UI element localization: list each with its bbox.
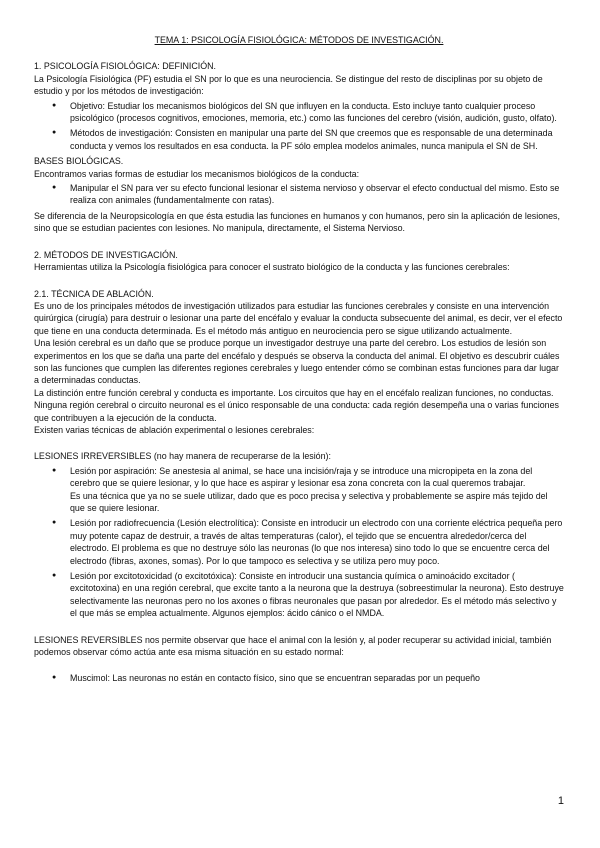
- irreversible-list: [34, 465, 564, 620]
- list-item: ● Manipular el SN para ver su efecto funcional lesionar el sistema nervioso y observar el efecto conductual del mismo. Esto se realiza con animales (fundamentalmente con ratas).: [34, 182, 564, 207]
- list-item: ● Muscimol: Las neuronas no están en contacto físico, sino que se encuentran separadas por un pequeño: [34, 672, 564, 684]
- list-item-extra: Es una técnica que ya no se suele utilizar, dado que es poco precisa y selectiva y probablemente se aspire más tejido del que se quiere lesionar.: [70, 490, 548, 513]
- bases-outro: Se diferencia de la Neuropsicología en que ésta estudia las funciones en humanos y con humanos, pero sin la aplicación de lesiones, sino que se estudian pacientes con lesiones. No manipula, directamente, el Sistema Nervioso.: [34, 210, 560, 234]
- paragraph: Una lesión cerebral es un daño que se produce porque un investigador destruye una parte del cerebro. Los estudios de lesión son experimentos en los que se daña una parte del encéfalo y después se observa la conducta del animal. El objetivo es descubrir cuáles son las funciones que cumplen las diferentes regiones cerebrales y luego entender cómo se combinan estas funciones para dar lugar a determinadas conductas.: [34, 338, 560, 386]
- list-item-text: Lesión por aspiración: Se anestesia al animal, se hace una incisión/raja y se introduce una micropipeta en la zona del cerebro que se quiere lesionar, y lo que hace es aspirar y lesionar esa zona concreta con la cual queremos trabajar.: [70, 465, 533, 489]
- section-1-heading: 1. PSICOLOGÍA FISIOLÓGICA: DEFINICIÓN.: [34, 61, 216, 72]
- reversible-heading: LESIONES REVERSIBLES nos permite observar que hace el animal con la lesión y, al poder recuperar su actividad inicial, también podemos observar cómo actúa ante esa misma situación en su estado normal:: [34, 634, 552, 658]
- section-2-1-heading: 2.1. TÉCNICA DE ABLACIÓN.: [34, 288, 154, 299]
- section-1-list: [34, 100, 564, 153]
- reversible-list: [34, 672, 564, 684]
- bases-heading: BASES BIOLÓGICAS.: [34, 156, 124, 167]
- list-item: ● Métodos de investigación: Consisten en manipular una parte del SN que creemos que es responsable de una determinada conducta y vemos los resultados en esa conducta. la PF sólo emplea modelos animales, nunca manipula el SN de SH.: [34, 127, 564, 152]
- section-2-intro: Herramientas utiliza la Psicología fisiológica para conocer el sustrato biológico de la conducta y las funciones cerebrales:: [34, 262, 510, 273]
- list-item: ● Lesión por excitotoxicidad (o excitotóxica): Consiste en introducir una sustancia química o aminoácido excitador ( excitotoxina) en una región cerebral, que excite tanto a la neurona que la destruya (sobreestimular la neurona). Esto destruye selectivamente las neuronas pero no los axones o fibras neuronales que pasan por alrededor. Es el método más selectivo y el que más se emplea actualmente. Algunos ejemplos: ácido cánico o el NMDA.: [34, 570, 564, 620]
- paragraph: La distinción entre función cerebral y conducta es importante. Los circuitos que hay en el encéfalo realizan funciones, no conductas. Ninguna región cerebral o circuito neuronal es el único responsable de una conducta: cada región desempeña una o varias funciones que contribuyen a la ejecución de la conducta.: [34, 387, 559, 423]
- document-title: TEMA 1: PSICOLOGÍA FISIOLÓGICA: MÉTODOS DE INVESTIGACIÓN.: [154, 35, 444, 45]
- bases-intro: Encontramos varias formas de estudiar los mecanismos biológicos de la conducta:: [34, 168, 360, 179]
- section-2-heading: 2. MÉTODOS DE INVESTIGACIÓN.: [34, 249, 178, 260]
- section-1-intro: La Psicología Fisiológica (PF) estudia el SN por lo que es una neurociencia. Se distingue del resto de disciplinas por su objeto de estudio y por los métodos de investigación:: [34, 73, 543, 97]
- bases-list: [34, 182, 564, 207]
- paragraph: Es uno de los principales métodos de investigación utilizados para estudiar las funciones cerebrales y consiste en una intervención quirúrgica (cirugía) para destruir o lesionar una parte del encéfalo y evaluar la conducta subsecuente del animal, es decir, ver el efecto que tiene en una conducta determinada. Es el método más antiguo en neurociencia pero se sigue utilizando actualmente.: [34, 300, 563, 336]
- list-item: [34, 465, 564, 515]
- page-number: 1: [557, 795, 564, 807]
- irreversible-heading: LESIONES IRREVERSIBLES (no hay manera de recuperarse de la lesión):: [34, 451, 331, 462]
- paragraph: Existen varias técnicas de ablación experimental o lesiones cerebrales:: [34, 424, 315, 435]
- list-item: ● Objetivo: Estudiar los mecanismos biológicos del SN que influyen en la conducta. Esto incluye tanto cualquier proceso psicológico (procesos cognitivos, emociones, memoria, etc.) como las funciones del cerebro (visión, audición, gusto, olfato).: [34, 100, 564, 125]
- document-page: [34, 34, 564, 688]
- list-item: ● Lesión por radiofrecuencia (Lesión electrolítica): Consiste en introducir un electrodo con una corriente eléctrica pequeña pero muy potente capaz de destruir, a través de altas temperaturas (calor), el tejido que se encuentra alrededor/cerca del electrodo. El problema es que no destruye sólo las neuronas (lo que nos interesa) sino todo lo que se encuentre cerca del electrodo (fibras, axones, somas). Por lo que tampoco es selectiva y se utiliza pero muy poco.: [34, 517, 564, 567]
